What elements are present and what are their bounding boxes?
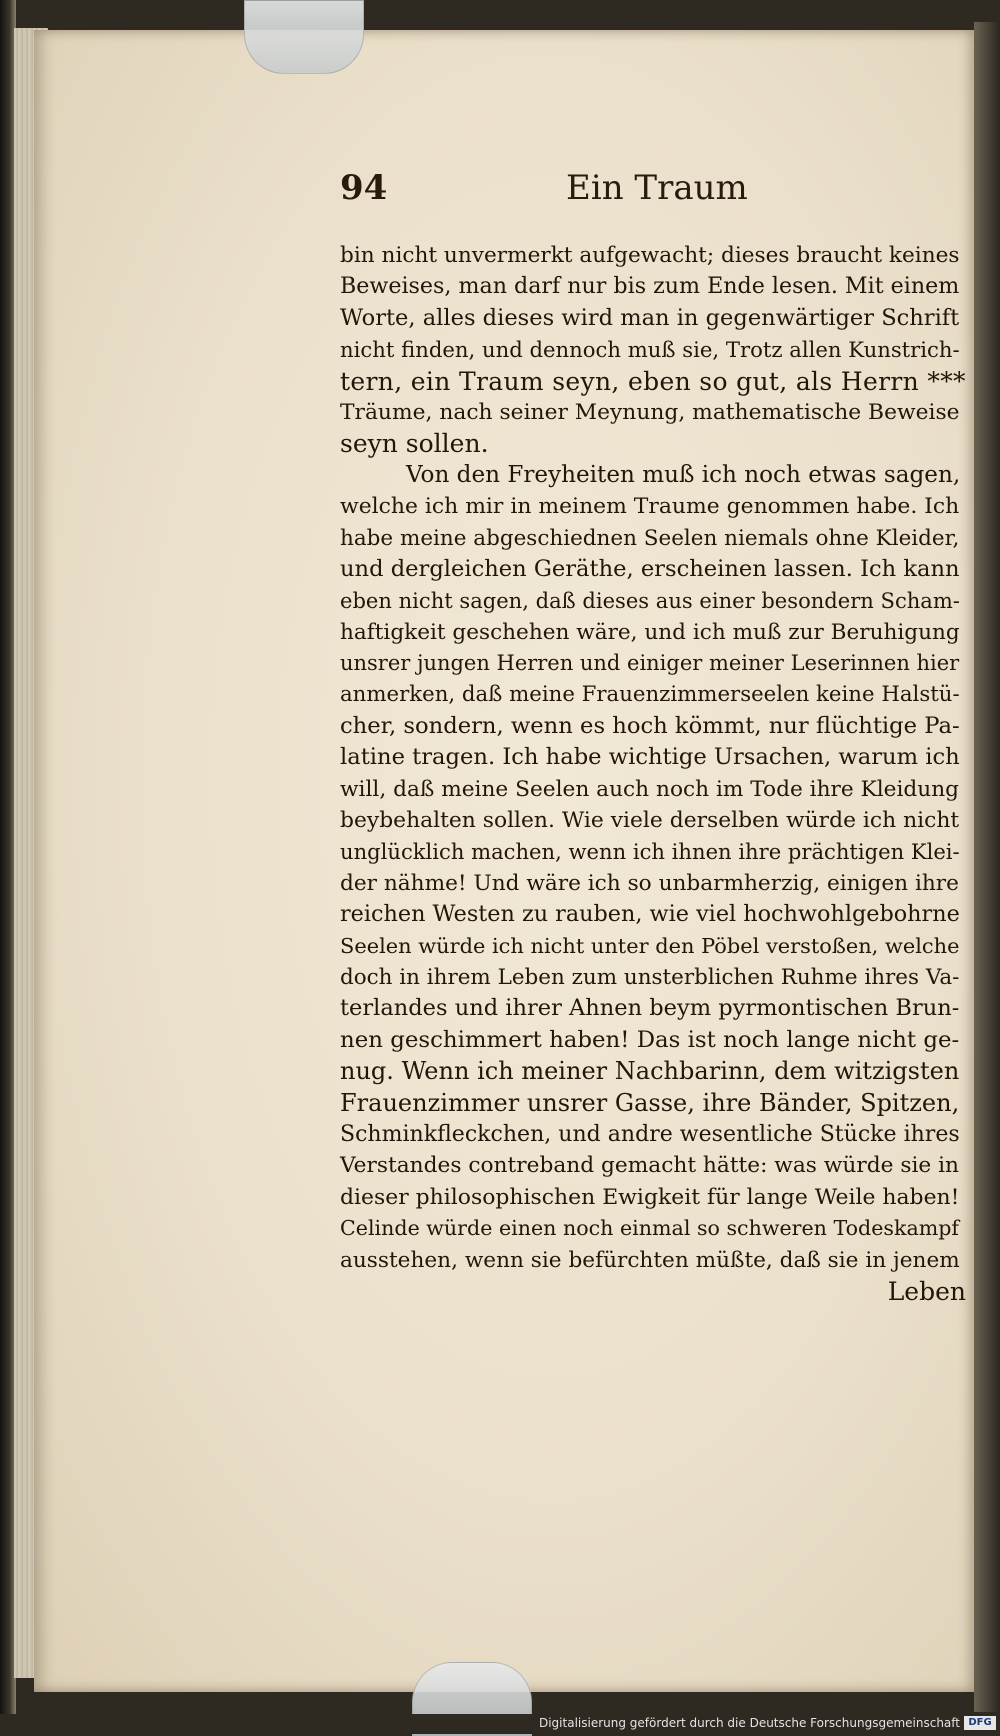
page-clip-top xyxy=(244,0,364,74)
text-line: Träume, nach seiner Meynung, mathematische Beweise xyxy=(340,399,960,425)
text-line: latine tragen. Ich habe wichtige Ursachen, warum ich xyxy=(340,744,960,771)
text-line: seyn sollen. xyxy=(340,429,489,459)
text-line: anmerken, daß meine Frauenzimmerseelen keine Halstü- xyxy=(340,682,960,708)
text-line: Frauenzimmer unsrer Gasse, ihre Bänder, Spitzen, xyxy=(340,1088,960,1117)
funding-credit: Digitalisierung gefördert durch die Deutsche Forschungsgemeinschaft xyxy=(538,1716,960,1730)
catchword: Leben xyxy=(887,1276,966,1306)
text-line: habe meine abgeschiednen Seelen niemals ohne Kleider, xyxy=(340,525,960,551)
text-line: Beweises, man darf nur bis zum Ende lesen. Mit einem xyxy=(340,273,960,300)
text-line: Seelen würde ich nicht unter den Pöbel verstoßen, welche xyxy=(340,933,960,958)
text-line: nen geschimmert haben! Das ist noch lange nicht ge- xyxy=(340,1026,960,1053)
body-text xyxy=(340,240,966,1307)
text-line: Schminkfleckchen, und andre wesentliche Stücke ihres xyxy=(340,1121,960,1147)
text-line: und dergleichen Geräthe, erscheinen lassen. Ich kann xyxy=(340,555,960,582)
digitization-footer xyxy=(0,1714,1000,1734)
running-title: Ein Traum xyxy=(566,168,748,208)
text-line: der nähme! Und wäre ich so unbarmherzig, einigen ihre xyxy=(340,870,959,896)
gutter-shadow xyxy=(974,22,1000,1712)
page-header xyxy=(340,168,760,228)
text-line: nug. Wenn ich meiner Nachbarinn, dem witzigsten xyxy=(340,1057,960,1086)
text-line: ausstehen, wenn sie befürchten müßte, daß sie in jenem xyxy=(340,1247,960,1273)
text-line: tern, ein Traum seyn, eben so gut, als Herrn *** xyxy=(340,366,966,396)
text-line: eben nicht sagen, daß dieses aus einer besondern Scham- xyxy=(340,588,960,614)
text-line: welche ich mir in meinem Traume genommen habe. Ich xyxy=(340,494,960,520)
text-line: beybehalten sollen. Wie viele derselben würde ich nicht xyxy=(340,808,960,834)
text-line: Worte, alles dieses wird man in gegenwärtiger Schrift xyxy=(340,304,960,331)
text-line: unsrer jungen Herren und einiger meiner Leserinnen hier xyxy=(340,651,960,676)
text-line: terlandes und ihrer Ahnen beym pyrmontischen Brun- xyxy=(340,995,960,1022)
text-line: bin nicht unvermerkt aufgewacht; dieses braucht keines xyxy=(340,243,960,268)
text-line: reichen Westen zu rauben, wie viel hochwohlgebohrne xyxy=(340,901,960,928)
paragraph-start-line: Von den Freyheiten muß ich noch etwas sagen, xyxy=(406,461,961,488)
text-line: doch in ihrem Leben zum unsterblichen Ruhme ihres Va- xyxy=(340,964,960,990)
text-line: Verstandes contreband gemacht hätte: was würde sie in xyxy=(340,1153,960,1179)
text-line: unglücklich machen, wenn ich ihnen ihre prächtigen Klei- xyxy=(340,839,960,865)
text-line: nicht finden, und dennoch muß sie, Trotz allen Kunstrich- xyxy=(340,337,960,363)
text-line: haftigkeit geschehen wäre, und ich muß zur Beruhigung xyxy=(340,619,960,645)
text-line: dieser philosophischen Ewigkeit für lange Weile haben! xyxy=(340,1184,960,1210)
page-number: 94 xyxy=(340,168,388,208)
dfg-logo: DFG xyxy=(964,1716,996,1730)
text-line: Celinde würde einen noch einmal so schweren Todeskampf xyxy=(340,1216,960,1241)
text-line: will, daß meine Seelen auch noch im Tode ihre Kleidung xyxy=(340,776,960,802)
text-line: cher, sondern, wenn es hoch kömmt, nur flüchtige Pa- xyxy=(340,712,960,739)
